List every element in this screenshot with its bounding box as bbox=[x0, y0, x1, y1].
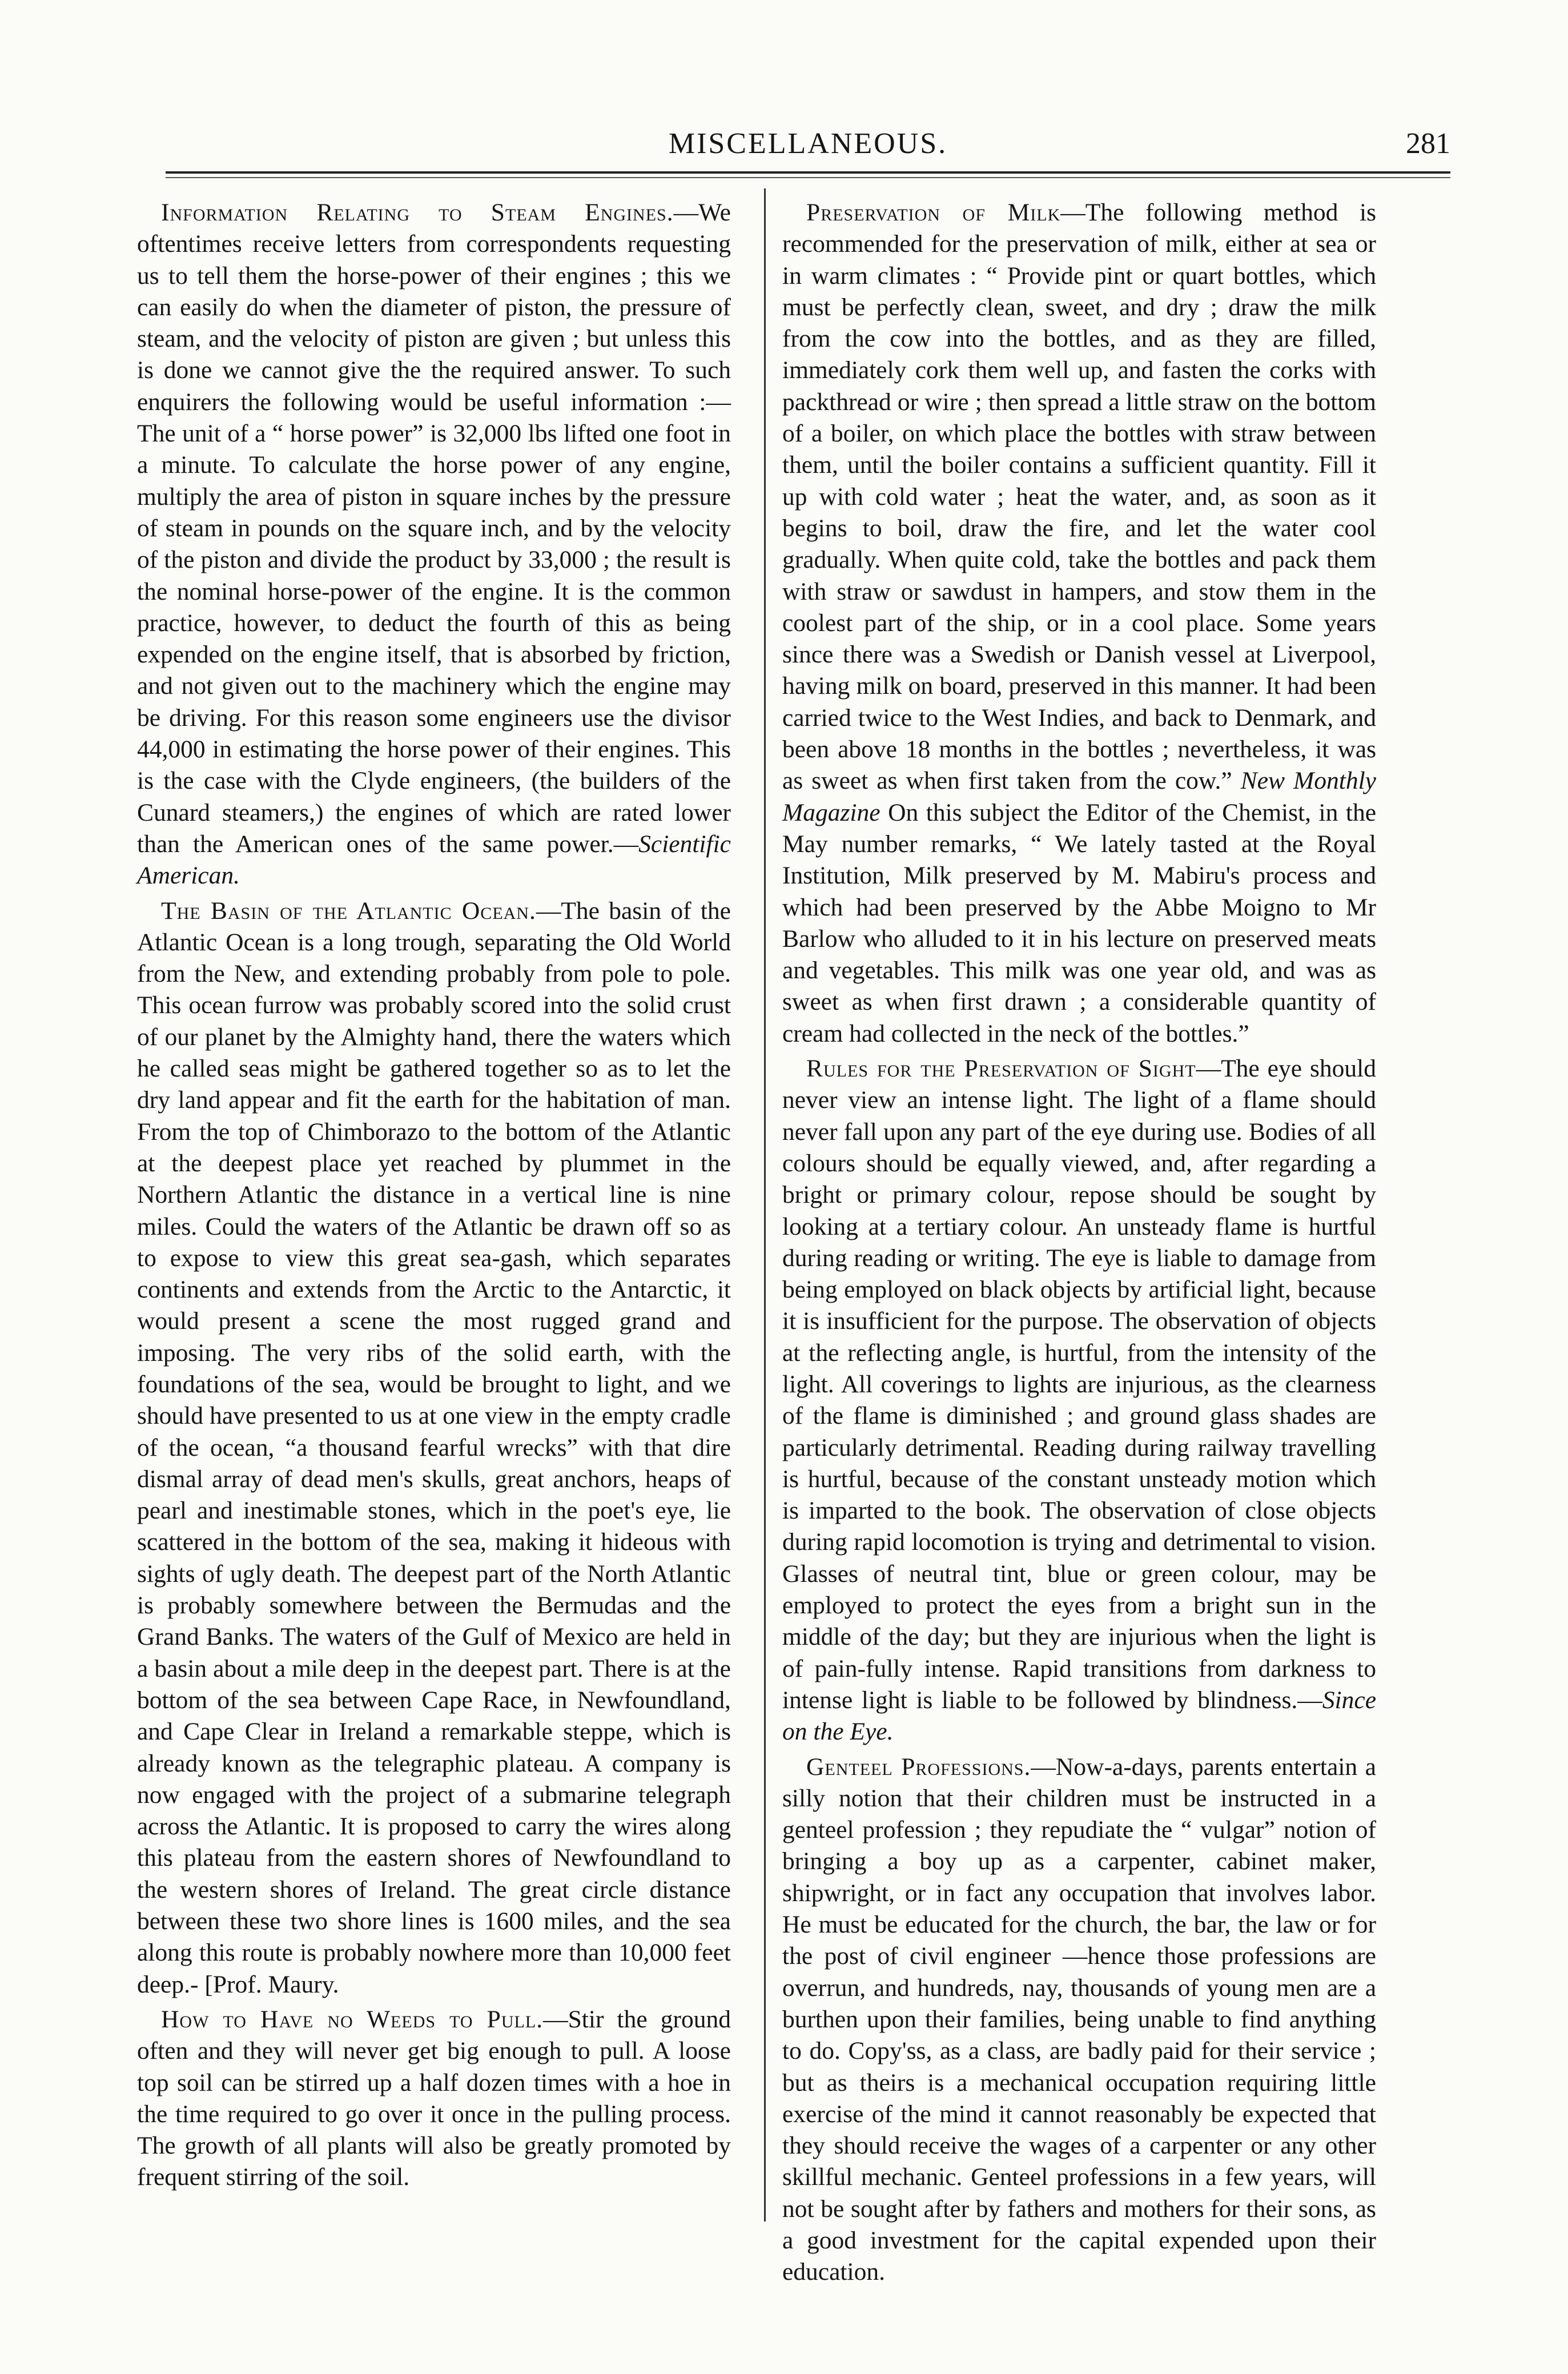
page-header bbox=[166, 127, 1450, 172]
right-column bbox=[782, 197, 1376, 2292]
article-body: —The basin of the Atlantic Ocean is a long trough, separating the Old World from the New, and extending probably from pole to pole. This ocean furrow was probably scored into the solid crust of our planet by the Almighty hand, there the waters which he called seas might be gathered together so as to let the dry land appear and fit the earth for the habitation of man. From the top of Chimborazo to the bottom of the Atlantic at the deepest place yet reached by plummet in the Northern Atlantic the distance in a vertical line is nine miles. Could the waters of the Atlantic be drawn off so as to expose to view this great sea-gash, which separates continents and extends from the Arctic to the Antarctic, it would present a scene the most rugged grand and imposing. The very ribs of the solid earth, with the foundations of the sea, would be brought to light, and we should have presented to us at one view in the empty cradle of the ocean, “a thousand fearful wrecks” with that dire dismal array of dead men's skulls, great anchors, heaps of pearl and inestimable stones, which in the poet's eye, lie scattered in the bottom of the sea, making it hideous with sights of ugly death. The deepest part of the North Atlantic is probably somewhere between the Bermudas and the Grand Banks. The waters of the Gulf of Mexico are held in a basin about a mile deep in the deepest part. There is at the bottom of the sea between Cape Race, in Newfoundland, and Cape Clear in Ireland a remarkable steppe, which is already known as the telegraphic plateau. A company is now engaged with the project of a submarine telegraph across the Atlantic. It is proposed to carry the wires along this plateau from the eastern shores of Newfoundland to the western shores of Ireland. The great circle distance between these two shore lines is 1600 miles, and the sea along this route is probably nowhere more than 10,000 feet deep.- [Prof. Maury. bbox=[137, 897, 731, 1998]
article-preservation-of-sight bbox=[782, 1053, 1376, 1748]
header-rule bbox=[166, 171, 1450, 174]
article-atlantic-basin bbox=[137, 895, 731, 2001]
article-heading: Preservation of Milk bbox=[806, 199, 1061, 226]
running-title: MISCELLANEOUS. bbox=[668, 127, 948, 160]
article-body: —The following method is recommended for the preservation of milk, either at sea or in warm climates : “ Provide pint or quart bottles, which must be perfectly clean, sweet, and dry ; draw the milk from the cow into the bottles, and as they are filled, immediately cork them well up, and fasten the corks with packthread or wire ; then spread a little straw on the bottom of a boiler, on which place the bottles with straw between them, until the boiler contains a sufficient quantity. Fill it up with cold water ; heat the water, and, as soon as it begins to boil, draw the fire, and let the water cool gradually. When quite cold, take the bottles and pack them with straw or sawdust in hampers, and stow them in the coolest part of the ship, or in a cool place. Some years since there was a Swedish or Danish vessel at Liverpool, having milk on board, preserved in this manner. It had been carried twice to the West Indies, and back to Denmark, and been above 18 months in the bottles ; nevertheless, it was as sweet as when first taken from the cow.” bbox=[782, 199, 1376, 795]
page-number: 281 bbox=[1406, 127, 1450, 160]
header-rule-thin bbox=[166, 177, 1450, 178]
article-genteel-professions bbox=[782, 1752, 1376, 2288]
article-body: —The eye should never view an intense light. The light of a flame should never fall upon any part of the eye during use. Bodies of all colours should be equally viewed, and, after regarding a bright or primary colour, repose should be sought by looking at a tertiary colour. An unsteady flame is hurtful during reading or writing. The eye is liable to damage from being employed on black objects by artificial light, because it is insufficient for the purpose. The observation of objects at the reflecting angle, is hurtful, from the intensity of the light. All coverings to lights are injurious, as the clearness of the flame is diminished ; and ground glass shades are particularly detrimental. Reading during railway travelling is hurtful, because of the constant unsteady motion which is imparted to the book. The observation of close objects during rapid locomotion is trying and detrimental to vision. Glasses of neutral tint, blue or green colour, may be employed to protect the eyes from a bright sun in the middle of the day; but they are injurious when the light is of pain-fully intense. Rapid transitions from darkness to intense light is liable to be followed by blindness.— bbox=[782, 1055, 1376, 1714]
article-heading: Genteel Professions. bbox=[806, 1753, 1031, 1781]
article-body-tail: On this subject the Editor of the Chemist, in the May number remarks, “ We lately tasted at the Royal Institution, Milk preserved by M. Mabiru's process and which had been preserved by the Abbe Moigno to Mr Barlow who alluded to it in his lecture on preserved meats and vegetables. This milk was one year old, and was as sweet as when first drawn ; a considerable quantity of cream had collected in the neck of the bottles.” bbox=[782, 798, 1376, 1047]
article-steam-engines bbox=[137, 197, 731, 892]
left-column bbox=[137, 197, 731, 2197]
article-body: —Now-a-days, parents entertain a silly notion that their children must be instructed in a genteel profession ; they repudiate the “ vulgar” notion of bringing a boy up as a carpenter, cabinet maker, shipwright, or in fact any occupation that involves labor. He must be educated for the church, the bar, the law or for the post of civil engineer —hence those professions are overrun, and hundreds, nay, thousands of young men are a burthen upon their families, being unable to find anything to do. Copy'ss, as a class, are badly paid for their service ; but as theirs is a mechanical occupation requiring little exercise of the mind it cannot reasonably be expected that they should receive the wages of a carpenter or any other skillful mechanic. Genteel professions in a few years, will not be sought after by fathers and mothers for their sons, as a good investment for the capital expended upon their education. bbox=[782, 1753, 1376, 2286]
article-heading: The Basin of the Atlantic Ocean. bbox=[161, 897, 536, 925]
article-source: Since on the Eye. bbox=[782, 1686, 1376, 1746]
article-heading: Information Relating to Steam Engines. bbox=[161, 199, 674, 226]
article-body: —We oftentimes receive letters from correspondents requesting us to tell them the horse-power of their engines ; this we can easily do when the diameter of piston, the pressure of steam, and the velocity of piston are given ; but unless this is done we cannot give the the required answer. To such enquirers the following would be useful information :—The unit of a “ horse power” is 32,000 lbs lifted one foot in a minute. To calculate the horse power of any engine, multiply the area of piston in square inches by the pressure of steam in pounds on the square inch, and by the velocity of the piston and divide the product by 33,000 ; the result is the nominal horse-power of the engine. It is the common practice, however, to deduct the fourth of this as being expended on the engine itself, that is absorbed by friction, and not given out to the machinery which the engine may be driving. For this reason some engineers use the divisor 44,000 in estimating the horse power of their engines. This is the case with the Clyde engineers, (the builders of the Cunard steamers,) the engines of which are rated lower than the American ones of the same power.— bbox=[137, 199, 731, 858]
article-heading: How to Have no Weeds to Pull. bbox=[161, 2005, 544, 2033]
article-source: New Monthly Magazine bbox=[782, 767, 1376, 826]
column-divider bbox=[764, 188, 766, 2222]
article-weeds bbox=[137, 2004, 731, 2194]
article-preservation-of-milk bbox=[782, 197, 1376, 1050]
article-source: Scientific American. bbox=[137, 830, 731, 890]
article-body: —Stir the ground often and they will never get big enough to pull. A loose top soil can be stirred up a half dozen times with a hoe in the time required to go over it once in the pulling process. The growth of all plants will also be greatly promoted by frequent stirring of the soil. bbox=[137, 2005, 731, 2191]
article-heading: Rules for the Preservation of Sight bbox=[806, 1055, 1196, 1083]
